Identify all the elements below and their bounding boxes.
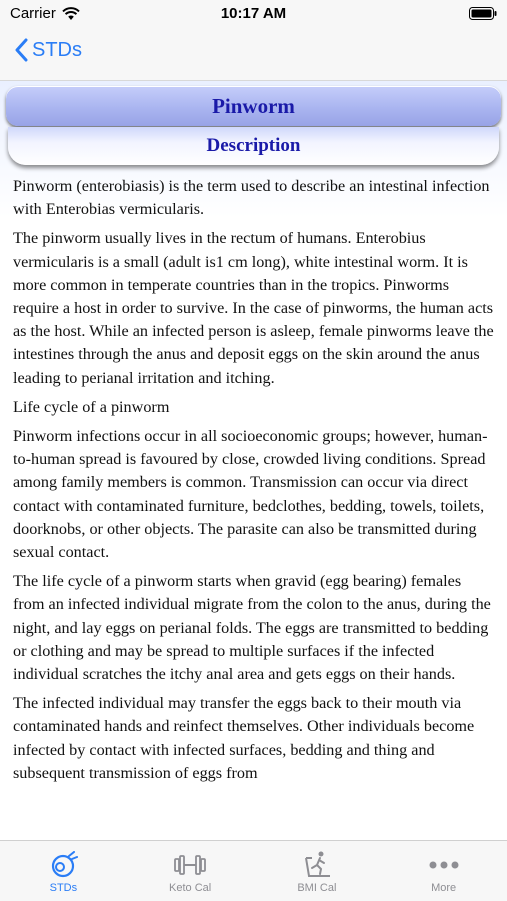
tab-label: STDs xyxy=(49,882,78,894)
tab-bmi-cal[interactable] xyxy=(254,841,381,901)
paragraph: The infected individual may transfer the eggs back to their mouth via contaminated hands and reinfect themselves. Other individuals become infected by contact with infected surfaces, bedding and thing and subsequent transmission of eggs from xyxy=(13,694,475,782)
dumbbell-icon xyxy=(173,850,207,880)
article-content[interactable] xyxy=(0,81,507,840)
std-icon xyxy=(46,850,80,880)
paragraph: Pinworm (enterobiasis) is the term used to describe an intestinal infection with Enterobias vermicularis. xyxy=(13,177,490,219)
tab-label: Keto Cal xyxy=(169,882,212,894)
paragraph: The pinworm usually lives in the rectum of humans. Enterobius vermicularis is a small (adult is1 cm long), white intestinal worm. It is more common in temperate countries than in the tropics. Pinworms require a host in order to survive. In the case of pinworms, the human acts as the host. While an infected person is asleep, female pinworms leave the intestines through the anus and deposit eggs on the skin around the anus leading to perianal irritation and itching. xyxy=(13,229,494,387)
status-time: 10:17 AM xyxy=(220,5,287,22)
paragraph: The life cycle of a pinworm starts when gravid (egg bearing) females from an infected individual migrate from the colon to the anus, during the night, and lay eggs on perianal folds. The eggs are transmitted to bedding or clothing and may be spread to multiple surfaces if the infected individual scratches the itchy anal area and gets eggs on their hands. xyxy=(13,572,491,684)
tab-keto-cal[interactable] xyxy=(127,841,254,901)
paragraph: Pinworm infections occur in all socioeconomic groups; however, human-to-human spread is favoured by close, crowded living conditions. Spread among family members is common. Transmission can occur via direct contact with contaminated furniture, bedclothes, bedding, towels, toilets, doorknobs, or other objects. The parasite can also be transmitted during sexual contact. xyxy=(13,427,488,562)
tab-label: More xyxy=(431,882,457,894)
tab-bar xyxy=(0,840,507,901)
carrier-label: Carrier xyxy=(10,5,56,22)
article-body xyxy=(13,175,495,791)
back-label: STDs xyxy=(32,38,82,61)
more-icon xyxy=(427,850,461,880)
tab-more[interactable] xyxy=(380,841,507,901)
tab-label: BMI Cal xyxy=(297,882,337,894)
page-title: Pinworm xyxy=(6,86,501,126)
tab-stds[interactable] xyxy=(0,841,127,901)
battery-icon xyxy=(469,7,497,25)
navigation-bar xyxy=(0,28,507,81)
status-bar xyxy=(0,0,507,28)
section-heading: Description xyxy=(8,127,499,165)
back-button[interactable] xyxy=(14,38,82,62)
paragraph: Life cycle of a pinworm xyxy=(13,397,170,416)
chevron-left-icon xyxy=(14,38,28,62)
treadmill-icon xyxy=(300,850,334,880)
